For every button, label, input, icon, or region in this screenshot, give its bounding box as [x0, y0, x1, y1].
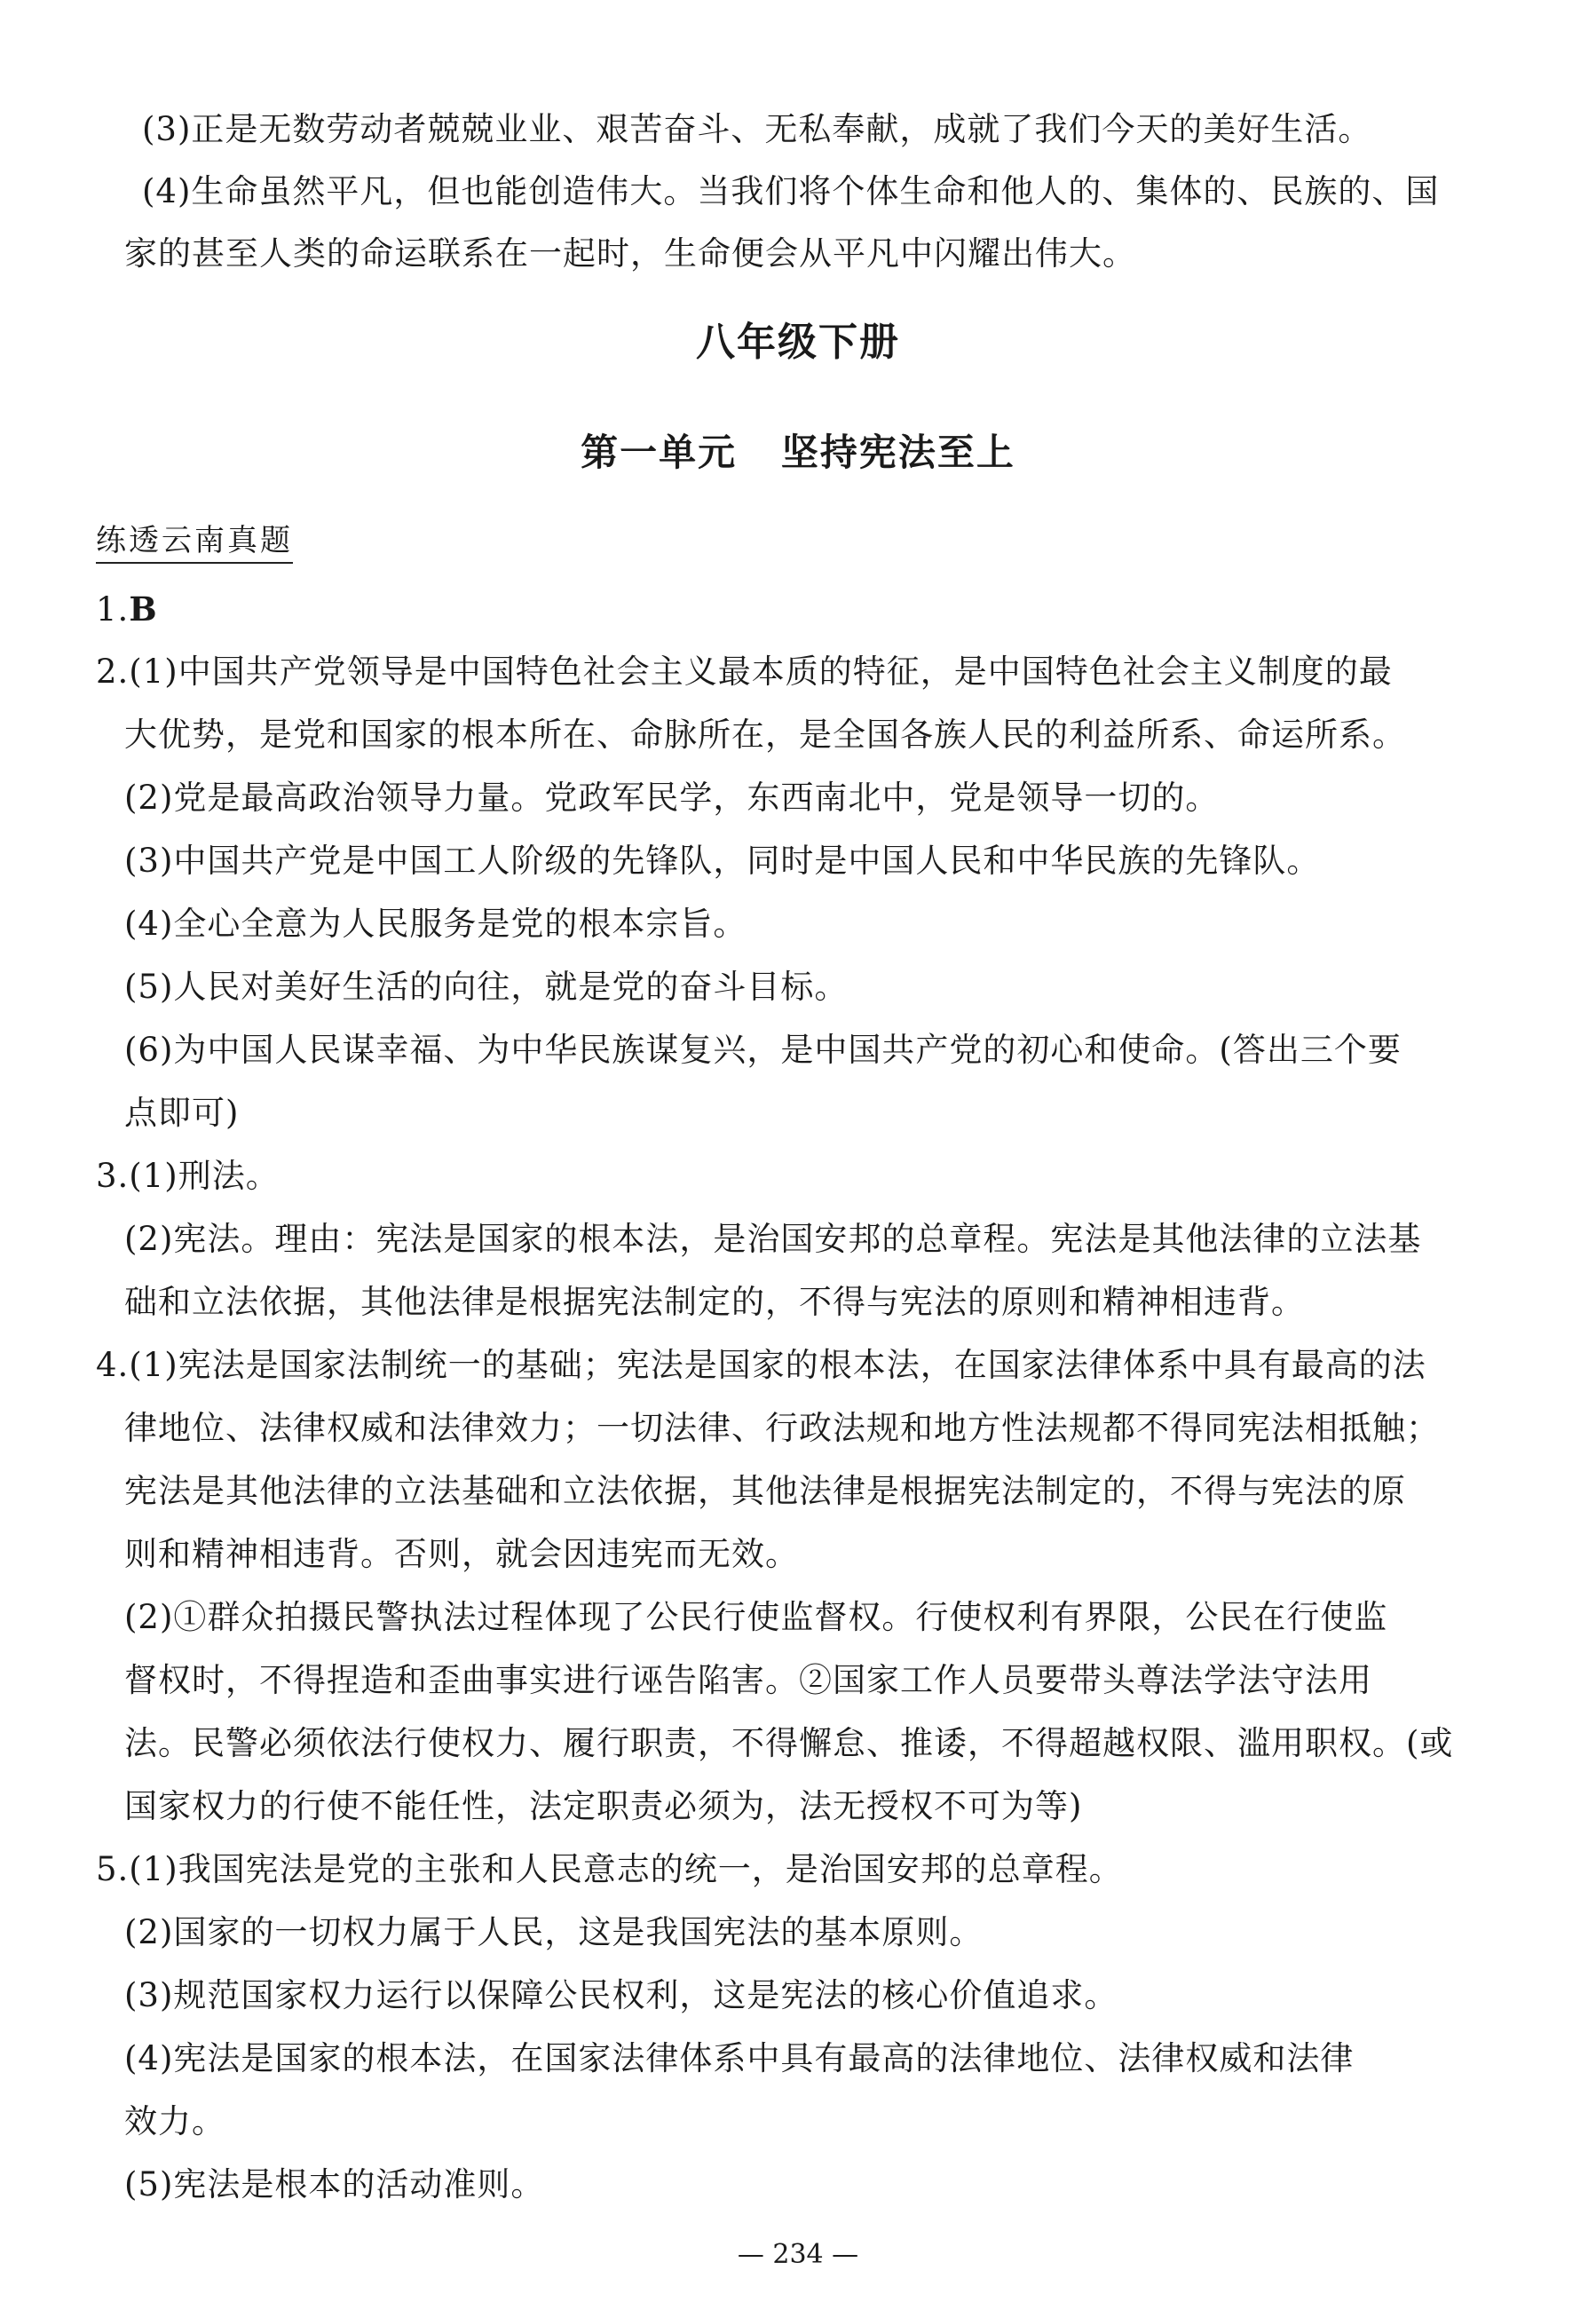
grade-heading: 八年级下册 — [696, 320, 900, 365]
question-1-number: 1. — [96, 590, 130, 629]
top-para-3: (3)正是无数劳动者兢兢业业、艰苦奋斗、无私奉献，成就了我们今天的美好生活。 — [142, 110, 1372, 148]
q5-line-1: 5.(1)我国宪法是党的主张和人民意志的统一，是治国安邦的总章程。 — [96, 1850, 1123, 1888]
q4-line-7: 法。民警必须依法行使权力、履行职责，不得懈怠、推诿，不得超越权限、滥用职权。(或 — [124, 1724, 1454, 1762]
q5-line-3: (3)规范国家权力运行以保障公民权利，这是宪法的核心价值追求。 — [124, 1976, 1118, 2014]
q5-line-6: (5)宪法是根本的活动准则。 — [124, 2165, 545, 2203]
section-title: 练透云南真题 — [96, 521, 293, 564]
q4-line-1: 4.(1)宪法是国家法制统一的基础；宪法是国家的根本法，在国家法律体系中具有最高的法 — [96, 1346, 1426, 1384]
q2-line-8: 点即可) — [124, 1094, 240, 1132]
q4-line-2: 律地位、法律权威和法律效力；一切法律、行政法规和地方性法规都不得同宪法相抵触； — [124, 1409, 1440, 1447]
q2-line-6: (5)人民对美好生活的向往，就是党的奋斗目标。 — [124, 968, 849, 1006]
q4-line-8: 国家权力的行使不能任性，法定职责必须为，法无授权不可为等) — [124, 1787, 1083, 1825]
q4-line-3: 宪法是其他法律的立法基础和立法依据，其他法律是根据宪法制定的，不得与宪法的原 — [124, 1472, 1406, 1510]
q2-line-5: (4)全心全意为人民服务是党的根本宗旨。 — [124, 905, 747, 943]
q3-line-2: (2)宪法。理由：宪法是国家的根本法，是治国安邦的总章程。宪法是其他法律的立法基 — [124, 1220, 1422, 1258]
unit-heading: 第一单元 坚持宪法至上 — [581, 431, 1015, 474]
q2-line-3: (2)党是最高政治领导力量。党政军民学，东西南北中，党是领导一切的。 — [124, 779, 1220, 817]
q2-line-1: 2.(1)中国共产党领导是中国特色社会主义最本质的特征，是中国特色社会主义制度的最 — [96, 653, 1393, 691]
q5-line-2: (2)国家的一切权力属于人民，这是我国宪法的基本原则。 — [124, 1913, 984, 1951]
top-para-4-line-1: (4)生命虽然平凡，但也能创造伟大。当我们将个体生命和他人的、集体的、民族的、国 — [142, 172, 1440, 210]
q5-line-4: (4)宪法是国家的根本法，在国家法律体系中具有最高的法律地位、法律权威和法律 — [124, 2039, 1355, 2077]
q3-line-3: 础和立法依据，其他法律是根据宪法制定的，不得与宪法的原则和精神相违背。 — [124, 1283, 1305, 1321]
page-number: — 234 — — [737, 2239, 859, 2270]
q2-line-7: (6)为中国人民谋幸福、为中华民族谋复兴，是中国共产党的初心和使命。(答出三个要 — [124, 1031, 1402, 1069]
q4-line-5: (2)①群众拍摄民警执法过程体现了公民行使监督权。行使权利有界限，公民在行使监 — [124, 1598, 1388, 1636]
question-1-answer: B — [129, 589, 158, 629]
q3-line-1: 3.(1)刑法。 — [96, 1157, 280, 1195]
q2-line-4: (3)中国共产党是中国工人阶级的先锋队，同时是中国人民和中华民族的先锋队。 — [124, 842, 1321, 880]
question-1 — [96, 588, 158, 631]
q2-line-2: 大优势，是党和国家的根本所在、命脉所在，是全国各族人民的利益所系、命运所系。 — [124, 716, 1406, 754]
q4-line-4: 则和精神相违背。否则，就会因违宪而无效。 — [124, 1535, 799, 1573]
top-para-4-line-2: 家的甚至人类的命运联系在一起时，生命便会从平凡中闪耀出伟大。 — [124, 234, 1136, 273]
q5-line-5: 效力。 — [124, 2102, 225, 2140]
q4-line-6: 督权时，不得捏造和歪曲事实进行诬告陷害。②国家工作人员要带头尊法学法守法用 — [124, 1661, 1372, 1699]
